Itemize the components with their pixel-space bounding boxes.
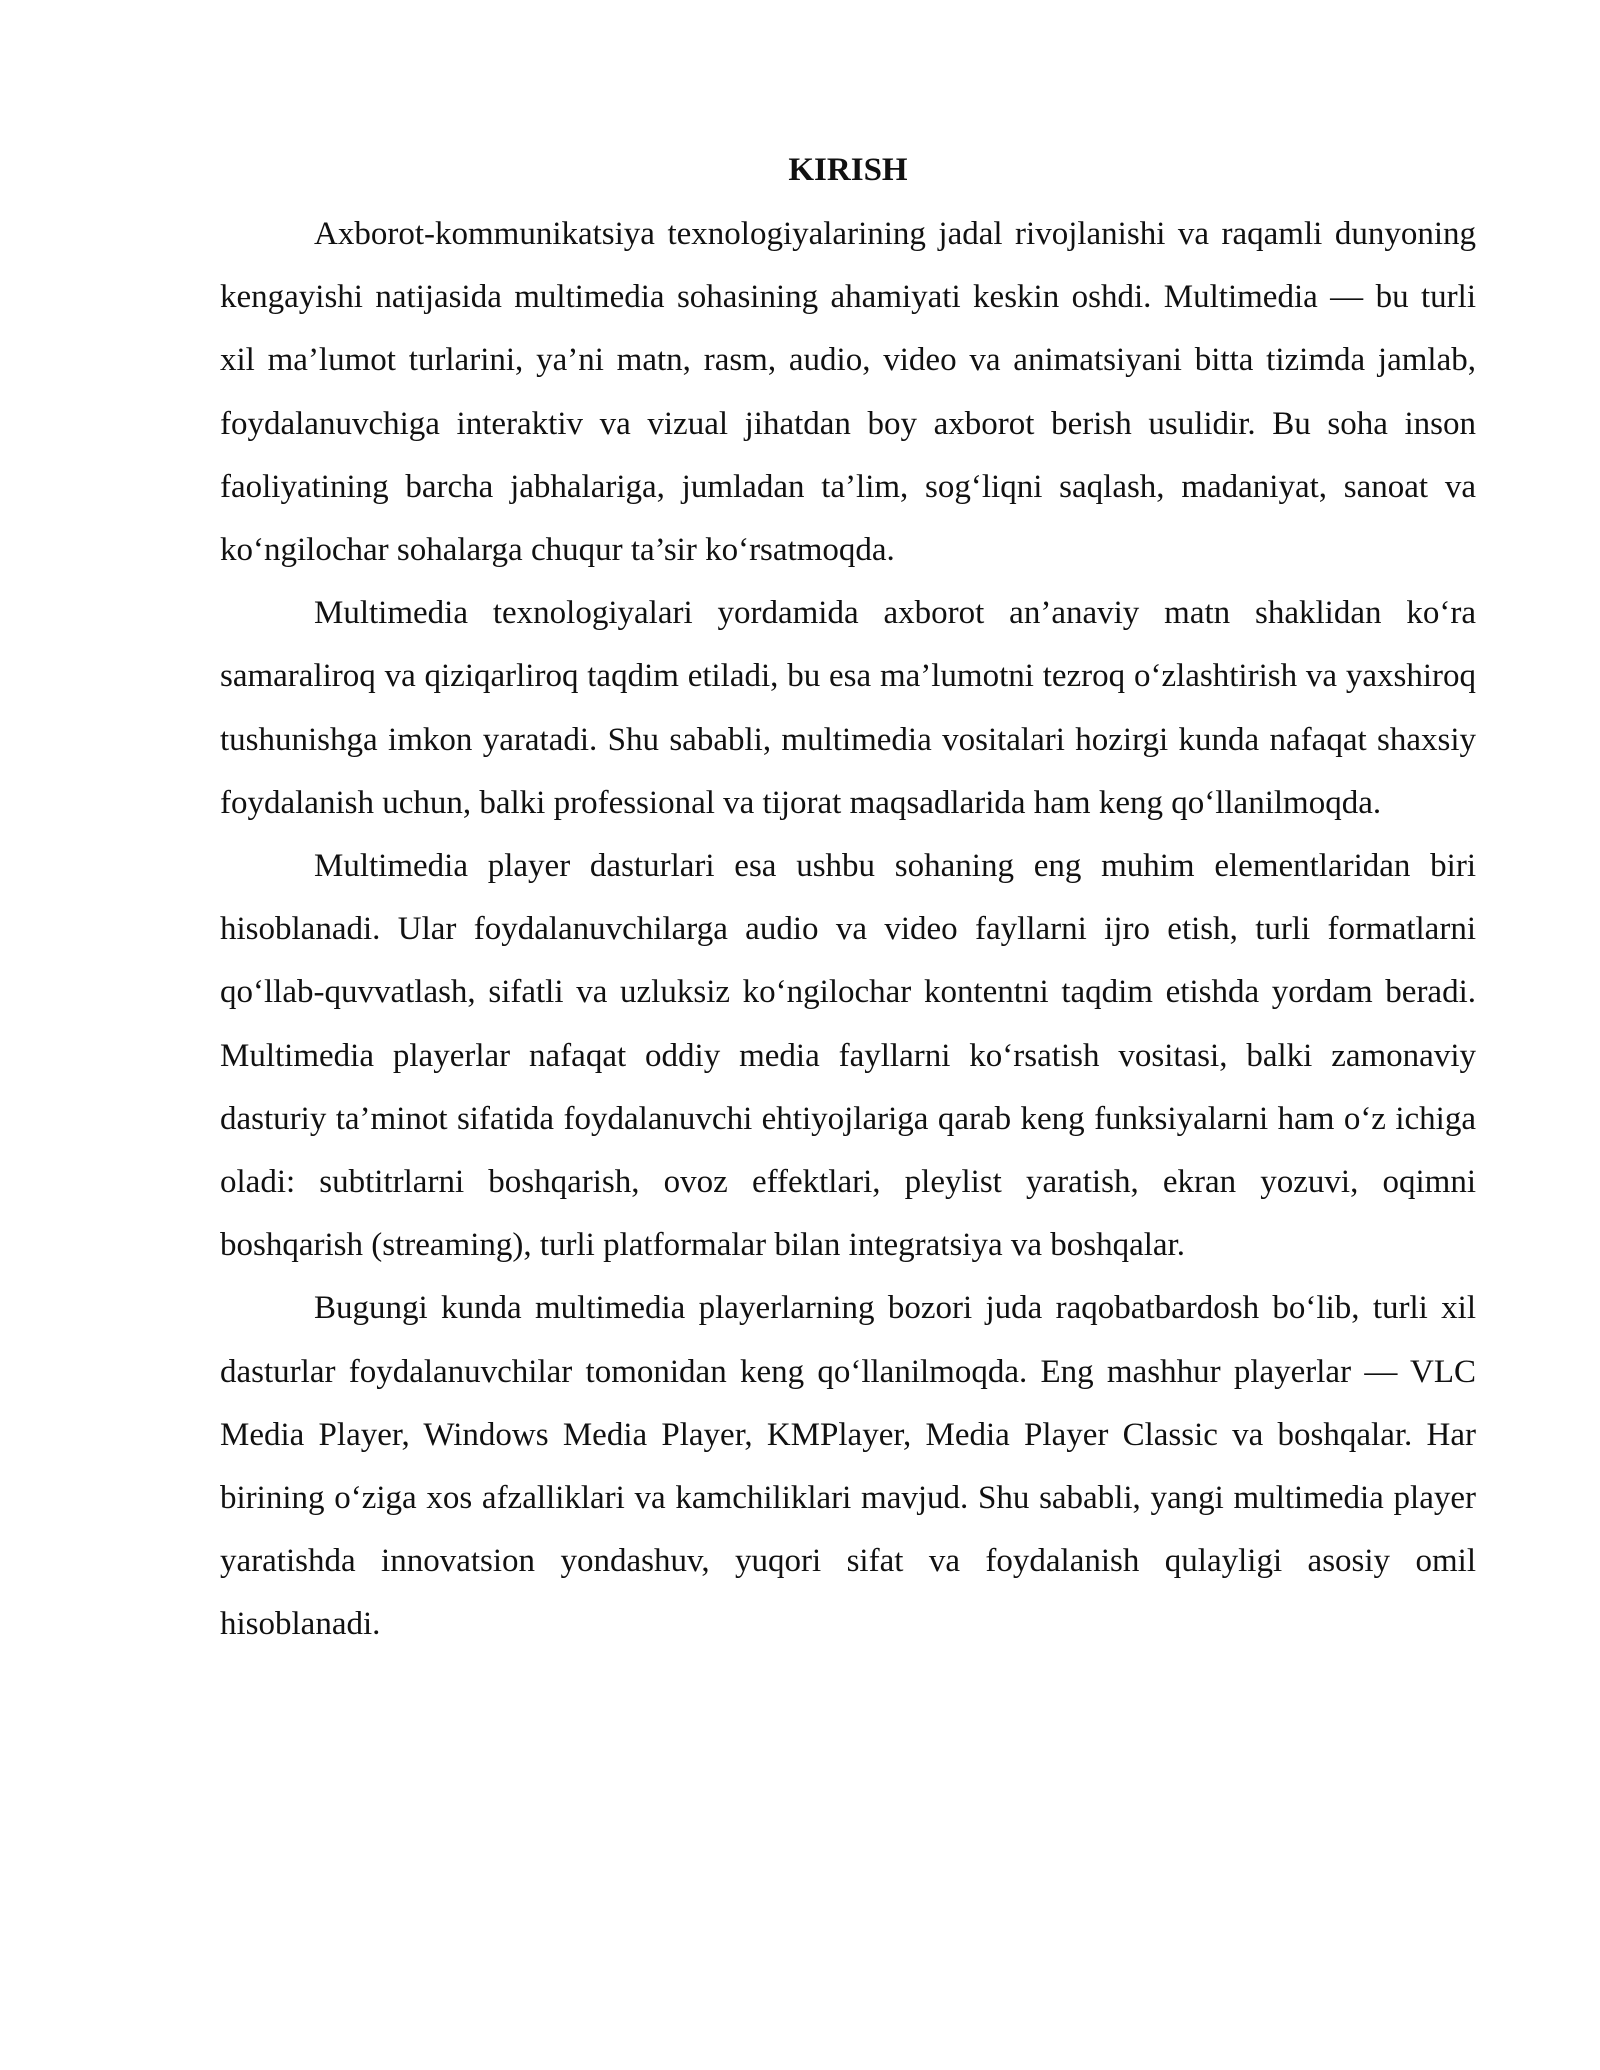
paragraph-1: Axborot-kommunikatsiya texnologiyalarining jadal rivojlanishi va raqamli dunyoning kengayishi natijasida multimedia sohasining ahamiyati keskin oshdi. Multimedia — bu turli xil ma’lumot turlarini, ya’ni matn, rasm, audio, video va animatsiyani bitta tizimda jamlab, foydalanuvchiga interaktiv va vizual jihatdan boy axborot berish usulidir. Bu soha inson faoliyatining barcha jabhalariga, jumladan ta’lim, sog‘liqni saqlash, madaniyat, sanoat va ko‘ngilochar sohalarga chuqur ta’sir ko‘rsatmoqda. <box>220 216 1476 569</box>
section-title: KIRISH <box>788 152 908 188</box>
paragraph-4: Bugungi kunda multimedia playerlarning bozori juda raqobatbardosh bo‘lib, turli xil dasturlar foydalanuvchilar tomonidan keng qo‘llanilmoqda. Eng mashhur playerlar — VLC Media Player, Windows Media Player, KMPlayer, Media Player Classic va boshqalar. Har birining o‘ziga xos afzalliklari va kamchiliklari mavjud. Shu sababli, yangi multimedia player yaratishda innovatsion yondashuv, yuqori sifat va foydalanish qulayligi asosiy omil hisoblanadi. <box>220 1290 1476 1643</box>
paragraph-2: Multimedia texnologiyalari yordamida axborot an’anaviy matn shaklidan ko‘ra samaraliroq va qiziqarliroq taqdim etiladi, bu esa ma’lumotni tezroq o‘zlashtirish va yaxshiroq tushunishga imkon yaratadi. Shu sababli, multimedia vositalari hozirgi kunda nafaqat shaxsiy foydalanish uchun, balki professional va tijorat maqsadlarida ham keng qo‘llanilmoqda. <box>220 595 1476 821</box>
paragraph-3: Multimedia player dasturlari esa ushbu sohaning eng muhim elementlaridan biri hisoblanadi. Ular foydalanuvchilarga audio va video fayllarni ijro etish, turli formatlarni qo‘llab-quvvatlash, sifatli va uzluksiz ko‘ngilochar kontentni taqdim etishda yordam beradi. Multimedia playerlar nafaqat oddiy media fayllarni ko‘rsatish vositasi, balki zamonaviy dasturiy ta’minot sifatida foydalanuvchi ehtiyojlariga qarab keng funksiyalarni ham o‘z ichiga oladi: subtitrlarni boshqarish, ovoz effektlari, pleylist yaratish, ekran yozuvi, oqimni boshqarish (streaming), turli platformalar bilan integratsiya va boshqalar. <box>220 848 1476 1264</box>
document-body <box>220 145 1476 1657</box>
